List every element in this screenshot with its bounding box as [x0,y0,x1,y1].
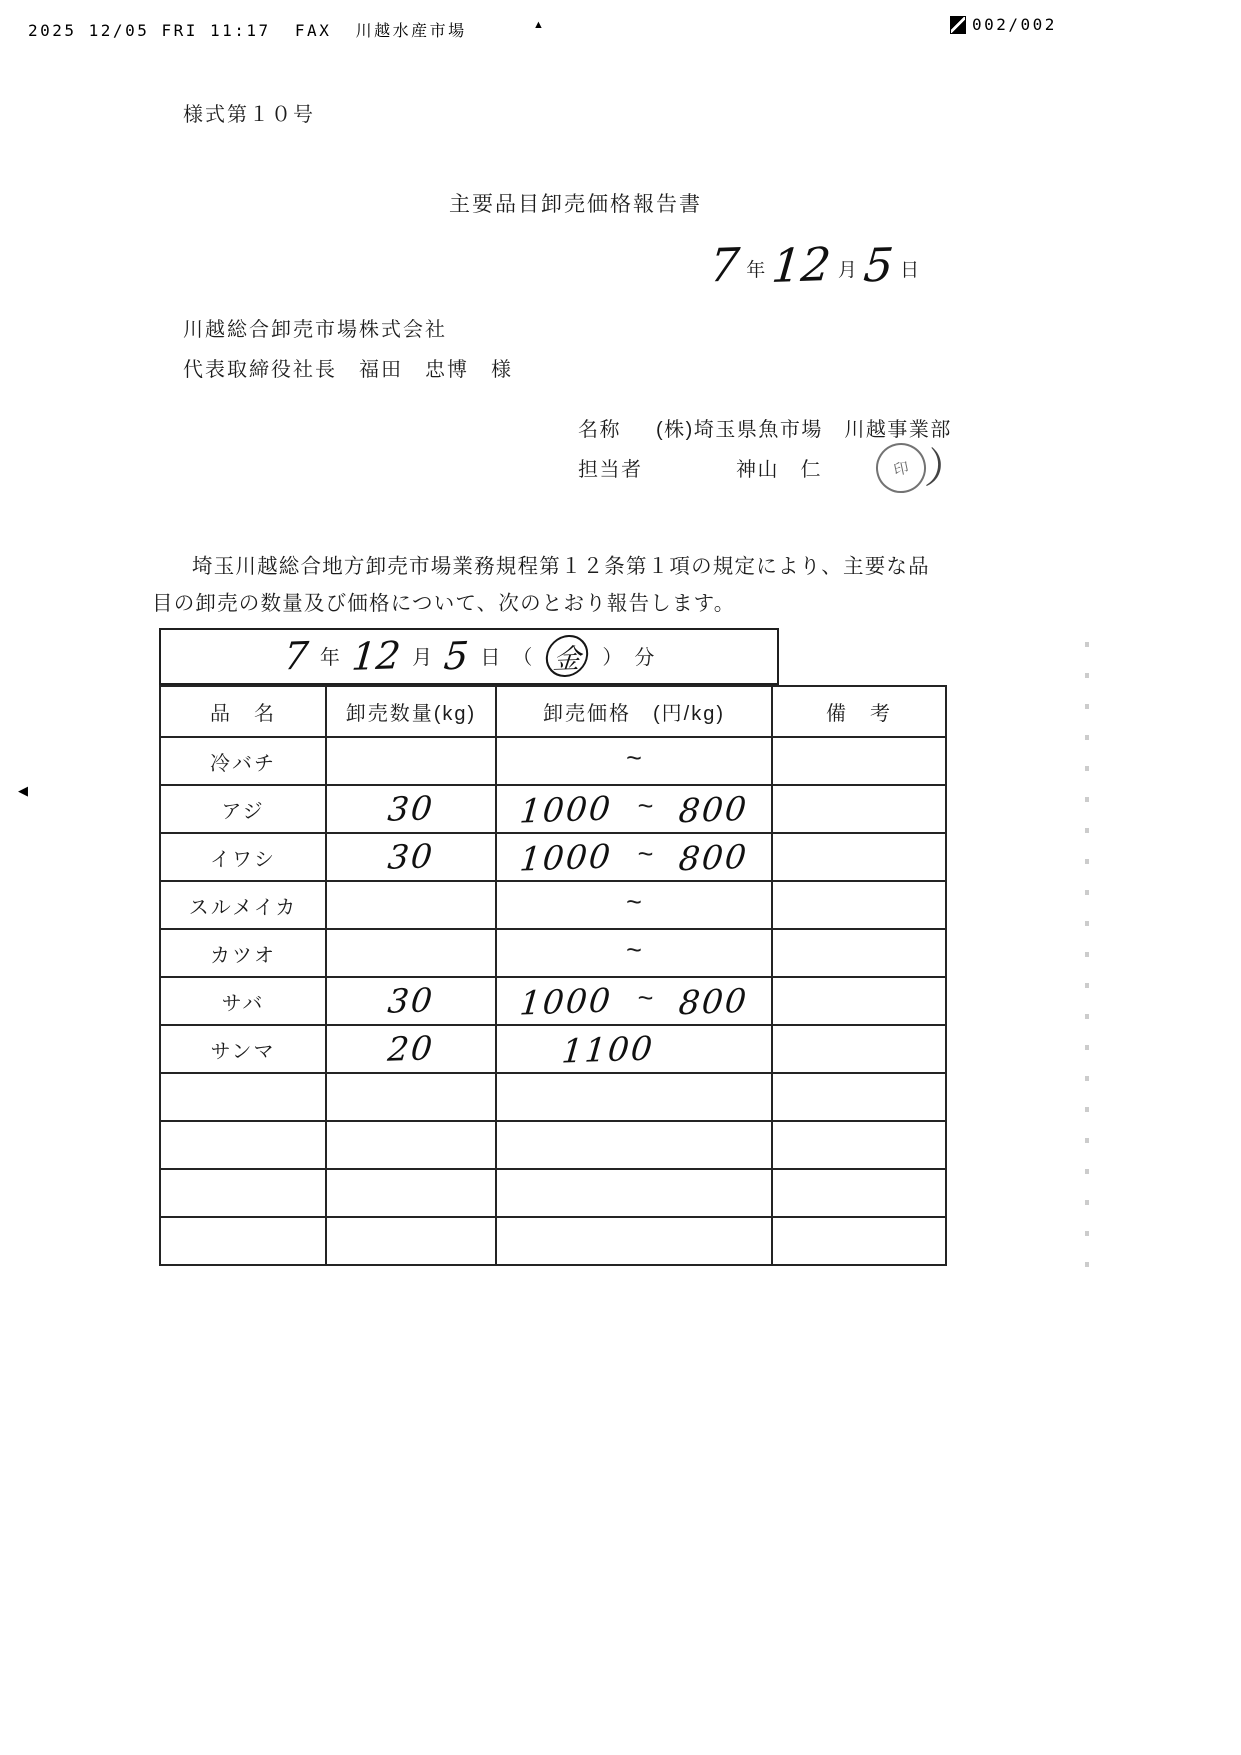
price-report-table [159,685,947,1266]
price-high: 800 [677,980,751,1022]
quantity-value: 20 [386,1028,436,1069]
quantity-cell [326,785,496,833]
table-row [160,1217,946,1265]
quantity-cell [326,1121,496,1169]
price-tilde: ~ [637,790,654,821]
item-name-cell: サバ [160,977,326,1025]
quantity-cell [326,737,496,785]
scan-artifact-marks [1085,642,1089,1268]
addressee-company: 川越総合卸売市場株式会社 [183,319,447,341]
price-low: 1000 [517,787,614,831]
form-number: 様式第１０号 [183,104,315,126]
col-header-note: 備 考 [772,686,946,737]
note-cell [772,1121,946,1169]
item-name-cell [160,1217,326,1265]
note-cell [772,929,946,977]
page-count: 002/002 [972,15,1057,34]
report-date [707,226,920,294]
price-tilde: ~ [637,982,654,1013]
quantity-cell [326,977,496,1025]
note-cell [772,1217,946,1265]
price-tilde: ~ [626,886,642,917]
sender-name-label: 名称 [578,419,621,441]
report-date-month: 12 [769,236,834,294]
quantity-cell [326,1025,496,1073]
price-low: 1100 [560,1027,656,1071]
sender-contact-value: 神山 仁 [736,459,822,481]
price-cell [496,737,772,785]
price-cell [496,929,772,977]
year-label: 年 [746,260,766,281]
note-cell [772,1025,946,1073]
col-header-price: 卸売価格 (円/kg) [496,686,772,737]
table-row [160,1073,946,1121]
table-date-day: 5 [442,633,471,678]
price-cell [496,1073,772,1121]
report-date-day: 5 [861,237,896,293]
day-label: 日 [900,260,920,281]
quantity-cell [326,881,496,929]
table-header-row [160,686,946,737]
table-row [160,737,946,785]
item-name-cell: アジ [160,785,326,833]
sender-name-value: (株)埼玉県魚市場 川越事業部 [656,419,952,441]
table-row [160,1169,946,1217]
item-name-cell: イワシ [160,833,326,881]
quantity-value: 30 [386,836,436,877]
table-year-label: 年 [319,647,340,669]
price-low: 1000 [517,979,614,1023]
item-name-cell: スルメイカ [160,881,326,929]
seal-stamp-mark: 印 [892,459,911,479]
side-marker-icon: ◀ [18,783,28,798]
item-name-cell: サンマ [160,1025,326,1073]
price-tilde: ~ [637,838,654,869]
addressee-block [183,310,513,390]
quantity-cell [326,1073,496,1121]
price-tilde: ~ [626,934,642,965]
col-header-quantity: 卸売数量(kg) [326,686,496,737]
report-table-area [159,628,945,1071]
fax-header-pages [950,15,1057,34]
quantity-cell [326,833,496,881]
table-row [160,929,946,977]
top-marker-icon: ▲ [533,19,544,31]
document-title: 主要品目卸売価格報告書 [449,193,702,216]
table-row [160,833,946,881]
price-low: 1000 [517,835,614,879]
note-cell [772,737,946,785]
table-row [160,977,946,1025]
table-date-year: 7 [281,633,310,678]
table-row [160,1025,946,1073]
quantity-value: 30 [386,788,436,829]
note-cell [772,1169,946,1217]
month-label: 月 [837,260,857,281]
quantity-cell [326,1169,496,1217]
price-cell [496,1121,772,1169]
weekday-paren-open: （ [512,647,533,669]
note-cell [772,977,946,1025]
body-line-1: 埼玉川越総合地方卸売市場業務規程第１２条第１項の規定により、主要な品 [192,555,930,578]
table-row [160,1121,946,1169]
note-cell [772,1073,946,1121]
weekday-circled: 金 [544,634,590,677]
addressee-recipient: 代表取締役社長 福田 忠博 様 [183,359,513,381]
price-cell [496,1025,772,1073]
item-name-cell [160,1121,326,1169]
seal-area [876,438,971,498]
note-cell [772,785,946,833]
weekday-paren-close: ） [602,647,623,669]
price-high: 800 [677,788,751,830]
seal-paren: ） [922,444,971,497]
body-paragraph [152,548,992,622]
sender-contact-label: 担当者 [578,459,643,481]
note-cell [772,881,946,929]
body-line-2: 目の卸売の数量及び価格について、次のとおり報告します。 [152,592,736,615]
table-day-label: 日 [480,647,501,669]
price-cell [496,881,772,929]
item-name-cell [160,1169,326,1217]
item-name-cell: カツオ [160,929,326,977]
price-cell [496,977,772,1025]
date-suffix: 分 [634,647,655,669]
item-name-cell [160,1073,326,1121]
page-icon [950,16,966,34]
price-high: 800 [677,836,751,878]
quantity-cell [326,929,496,977]
col-header-name: 品 名 [160,686,326,737]
price-cell [496,1169,772,1217]
item-name-cell: 冷バチ [160,737,326,785]
table-date-month: 12 [349,632,403,679]
note-cell [772,833,946,881]
report-date-year: 7 [707,237,742,293]
price-cell [496,1217,772,1265]
fax-header-meta: 2025 12/05 FRI 11:17 FAX 川越水産市場 [28,21,467,40]
table-month-label: 月 [412,647,433,669]
price-tilde: ~ [626,742,642,773]
table-date-box [159,628,779,685]
table-row [160,881,946,929]
price-cell [496,833,772,881]
quantity-cell [326,1217,496,1265]
table-row [160,785,946,833]
price-cell [496,785,772,833]
quantity-value: 30 [386,980,436,1021]
